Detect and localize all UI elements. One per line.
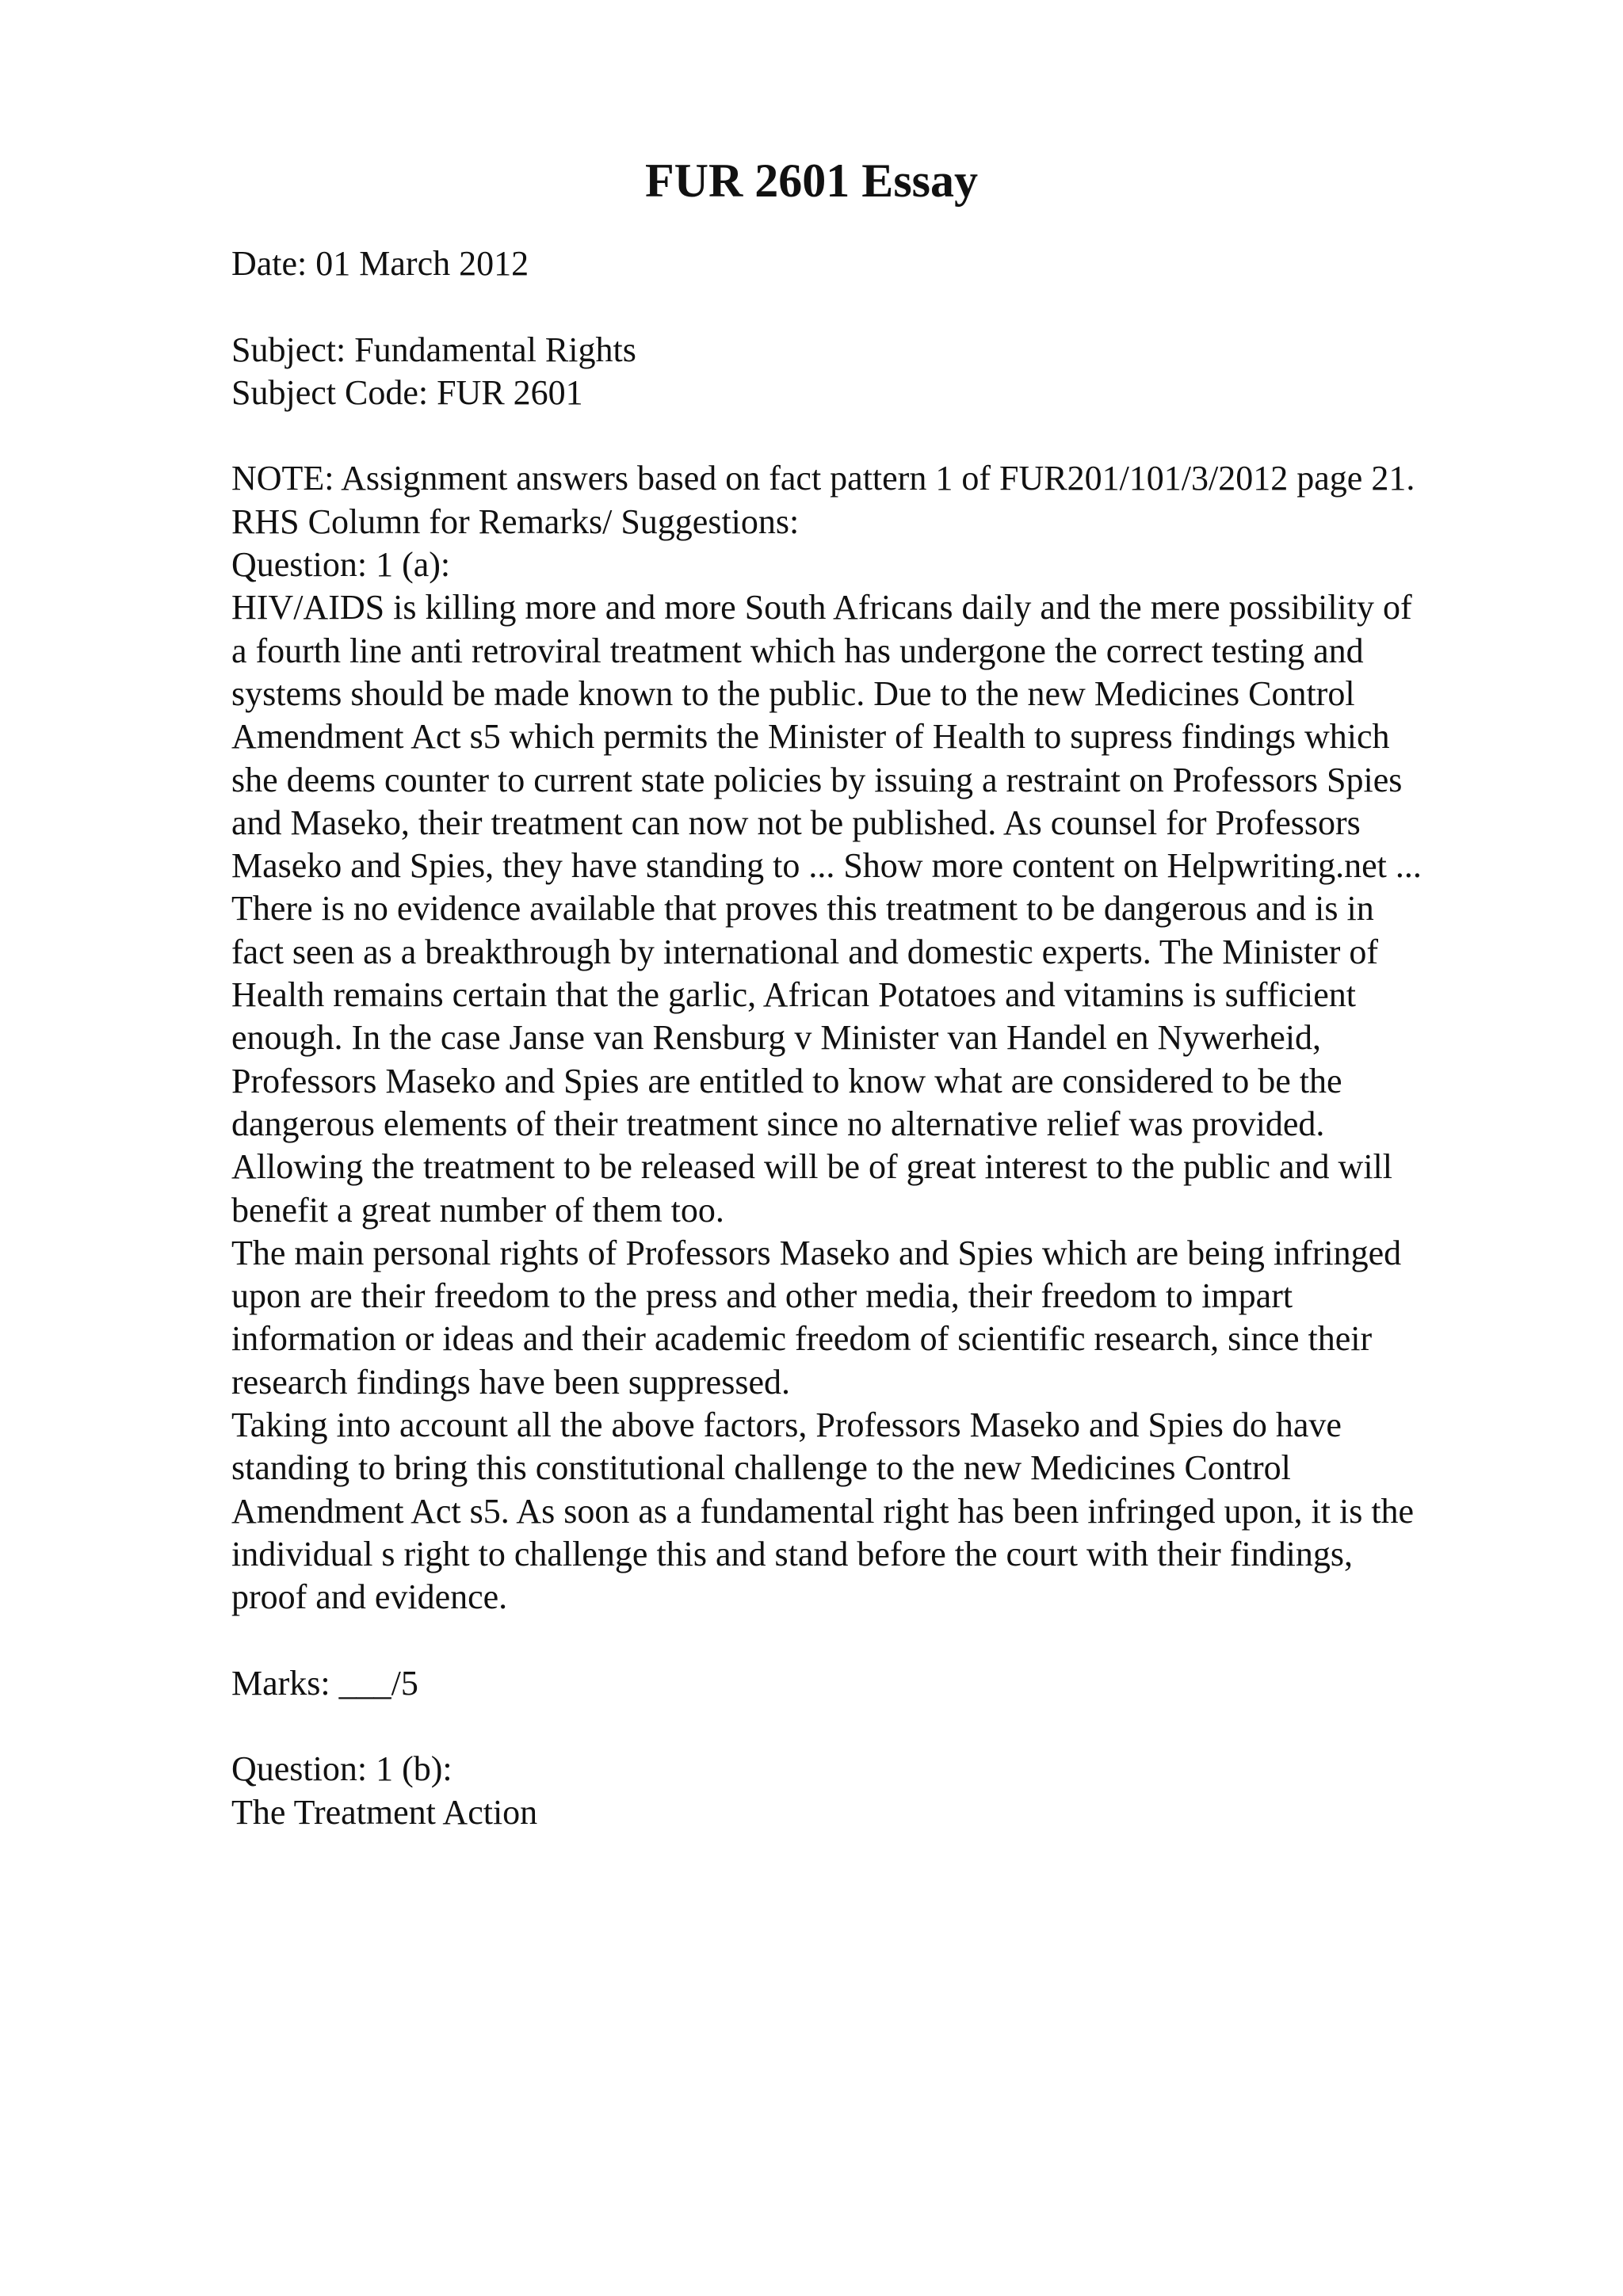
body-line: she deems counter to current state policies by issuing a restraint on Professors Spies [231,760,1403,799]
blank-line [231,414,1531,457]
question-1b-label: Question: 1 (b): [231,1749,453,1789]
body-line: Allowing the treatment to be released will be of great interest to the public and will [231,1147,1392,1187]
body-line: information or ideas and their academic freedom of scientific research, since their [231,1319,1373,1359]
question-1b-text: The Treatment Action [231,1792,538,1832]
body-line: research findings have been suppressed. [231,1362,790,1402]
body-line: Amendment Act s5. As soon as a fundamental right has been infringed upon, it is the [231,1491,1415,1531]
body-line: individual s right to challenge this and stand before the court with their findings, [231,1534,1354,1573]
body-line: benefit a great number of them too. [231,1190,724,1230]
body-line: dangerous elements of their treatment since no alternative relief was provided. [231,1104,1325,1143]
body-line: fact seen as a breakthrough by international and domestic experts. The Minister of [231,932,1379,971]
body-line: There is no evidence available that proves this treatment to be dangerous and is in [231,889,1374,929]
note-line: NOTE: Assignment answers based on fact pattern 1 of FUR201/101/3/2012 page 21. [231,459,1415,498]
question-1a-label: Question: 1 (a): [231,545,451,585]
body-line: systems should be made known to the public. Due to the new Medicines Control [231,673,1355,713]
body-line: Taking into account all the above factors, Professors Maseko and Spies do have [231,1405,1342,1445]
marks-line: Marks: ___/5 [231,1663,418,1703]
body-line: standing to bring this constitutional challenge to the new Medicines Control [231,1448,1291,1488]
body-line: enough. In the case Janse van Rensburg v Minister van Handel en Nywerheid, [231,1018,1322,1058]
body-line: Professors Maseko and Spies are entitled to know what are considered to be the [231,1061,1342,1100]
body-line: HIV/AIDS is killing more and more South Africans daily and the mere possibility of [231,588,1412,627]
body-line: and Maseko, their treatment can now not be published. As counsel for Professors [231,803,1361,842]
document-body [231,242,1531,1834]
subject-line: Subject: Fundamental Rights [231,330,636,369]
body-line: Amendment Act s5 which permits the Minister of Health to supress findings which [231,717,1390,757]
date-line: Date: 01 March 2012 [231,244,529,283]
body-line: proof and evidence. [231,1577,508,1617]
body-line: a fourth line anti retroviral treatment which has undergone the correct testing and [231,631,1364,670]
body-line: Maseko and Spies, they have standing to ... Show more content on Helpwriting.net ... [231,846,1422,886]
rhs-column-line: RHS Column for Remarks/ Suggestions: [231,502,800,541]
blank-line [231,1619,1531,1662]
body-line: upon are their freedom to the press and other media, their freedom to impart [231,1276,1293,1316]
subject-code-line: Subject Code: FUR 2601 [231,372,583,412]
body-line: Health remains certain that the garlic, African Potatoes and vitamins is sufficient [231,975,1356,1015]
body-line: The main personal rights of Professors Maseko and Spies which are being infringed [231,1233,1402,1272]
document-title: FUR 2601 Essay [644,154,979,207]
blank-line [231,285,1531,328]
blank-line [231,1705,1531,1748]
